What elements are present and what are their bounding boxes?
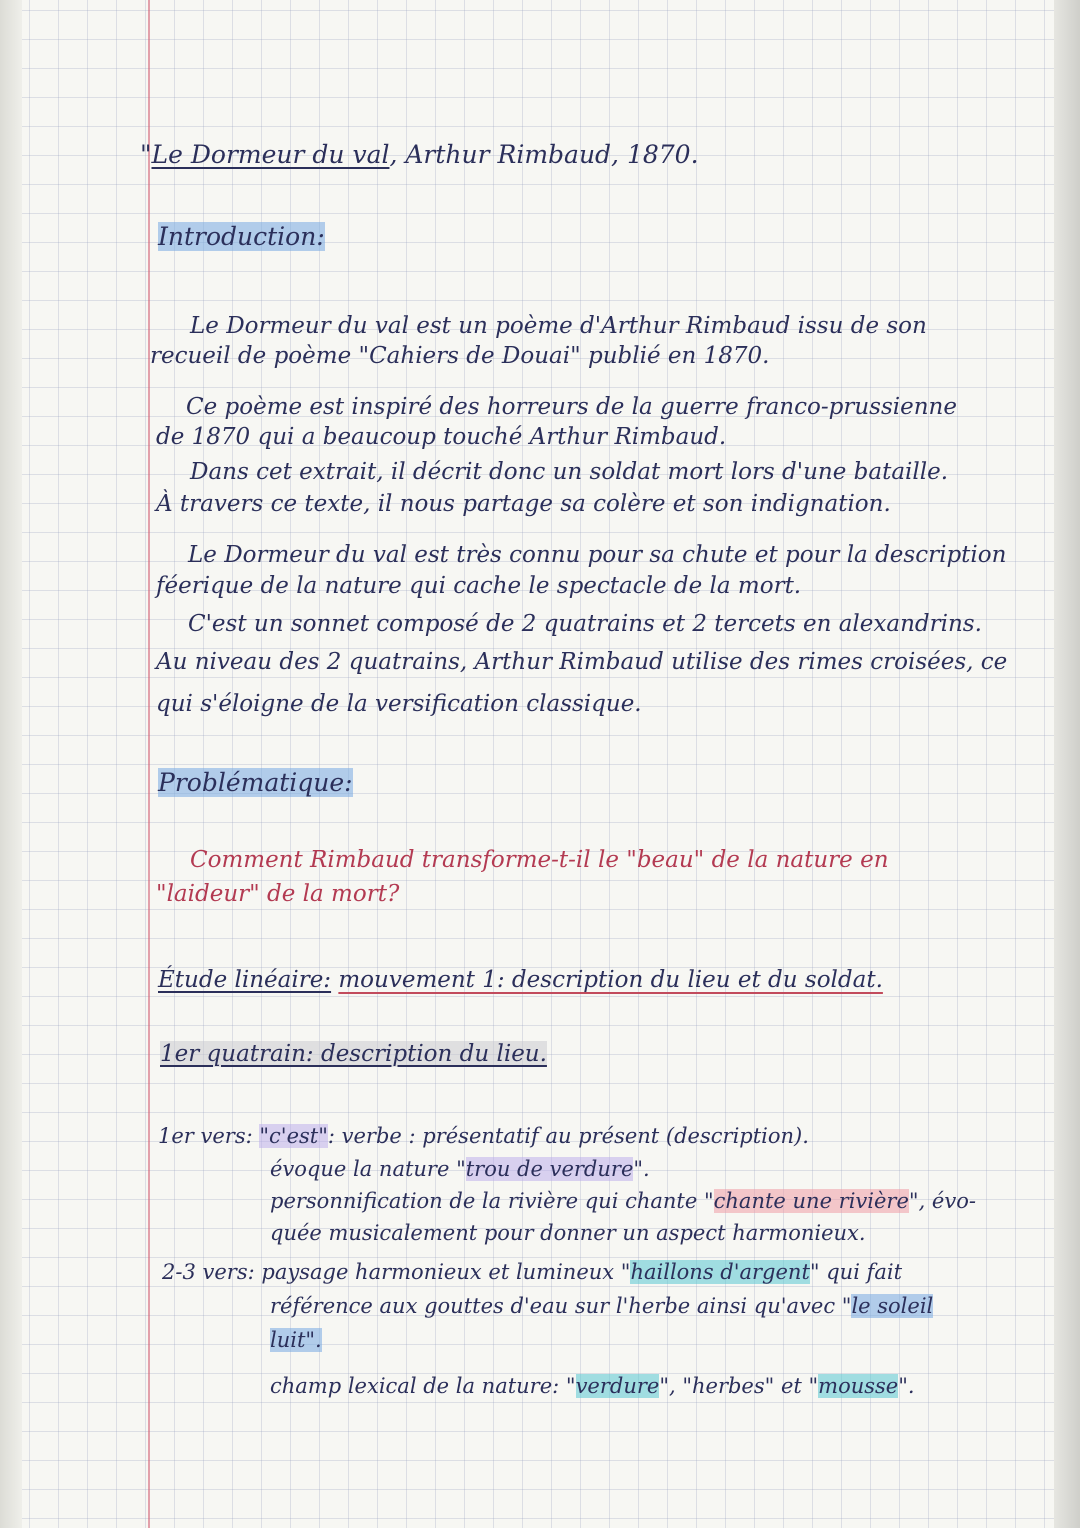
intro-line-7: Le Dormeur du val est très connu pour sa chute et pour la description: [188, 542, 1007, 568]
intro-line-9: C'est un sonnet composé de 2 quatrains et 2 tercets en alexandrins.: [188, 611, 982, 637]
intro-line-6: À travers ce texte, il nous partage sa colère et son indignation.: [156, 491, 891, 517]
intro-line-1: Le Dormeur du val est un poème d'Arthur Rimbaud issu de son: [190, 313, 927, 339]
etude-label: Étude linéaire:: [158, 967, 332, 993]
intro-line-5: Dans cet extrait, il décrit donc un soldat mort lors d'une bataille.: [190, 459, 949, 485]
intro-line-3: Ce poème est inspiré des horreurs de la guerre franco-prussienne: [186, 394, 957, 420]
verse-1-line-4: quée musicalement pour donner un aspect harmonieux.: [270, 1221, 866, 1245]
intro-line-11: qui s'éloigne de la versification classique.: [156, 691, 642, 717]
page-left-edge: [0, 0, 22, 1528]
margin-line: [148, 0, 150, 1528]
etude-lineaire: [158, 966, 883, 995]
page-right-edge: [1054, 0, 1080, 1528]
intro-line-4: de 1870 qui a beaucoup touché Arthur Rimbaud.: [156, 424, 727, 450]
verse-1-line-1: 1er vers: "c'est": verbe : présentatif au présent (description).: [158, 1124, 809, 1148]
intro-line-8: féerique de la nature qui cache le spectacle de la mort.: [156, 573, 802, 599]
verse-2-3-line-4: champ lexical de la nature: "verdure", "herbes" et "mousse".: [270, 1374, 915, 1398]
problematique-heading: Problématique:: [158, 768, 353, 797]
verse-2-3-line-1: 2-3 vers: paysage harmonieux et lumineux "haillons d'argent" qui fait: [162, 1260, 903, 1284]
quatrain-heading: 1er quatrain: description du lieu.: [160, 1041, 547, 1067]
problematique-line-1: Comment Rimbaud transforme-t-il le "beau" de la nature en: [190, 847, 889, 873]
title-work: Le Dormeur du val: [151, 140, 390, 169]
title-author-date: , Arthur Rimbaud, 1870.: [389, 140, 699, 169]
verse-1-line-3: personnification de la rivière qui chante "chante une rivière", évo-: [270, 1189, 976, 1213]
introduction-heading: Introduction:: [158, 222, 325, 251]
movement-1: mouvement 1: description du lieu et du soldat.: [338, 967, 883, 993]
verse-2-3-line-2: référence aux gouttes d'eau sur l'herbe ainsi qu'avec "le soleil: [270, 1294, 934, 1318]
intro-line-2: recueil de poème "Cahiers de Douai" publié en 1870.: [150, 343, 770, 369]
intro-line-10: Au niveau des 2 quatrains, Arthur Rimbaud utilise des rimes croisées, ce: [156, 649, 1008, 675]
problematique-line-2: "laideur" de la mort?: [156, 881, 400, 907]
verse-1-line-2: évoque la nature "trou de verdure".: [270, 1157, 650, 1181]
verse-2-3-line-3: luit".: [270, 1328, 322, 1352]
page-title: "Le Dormeur du val, Arthur Rimbaud, 1870.: [140, 140, 699, 169]
